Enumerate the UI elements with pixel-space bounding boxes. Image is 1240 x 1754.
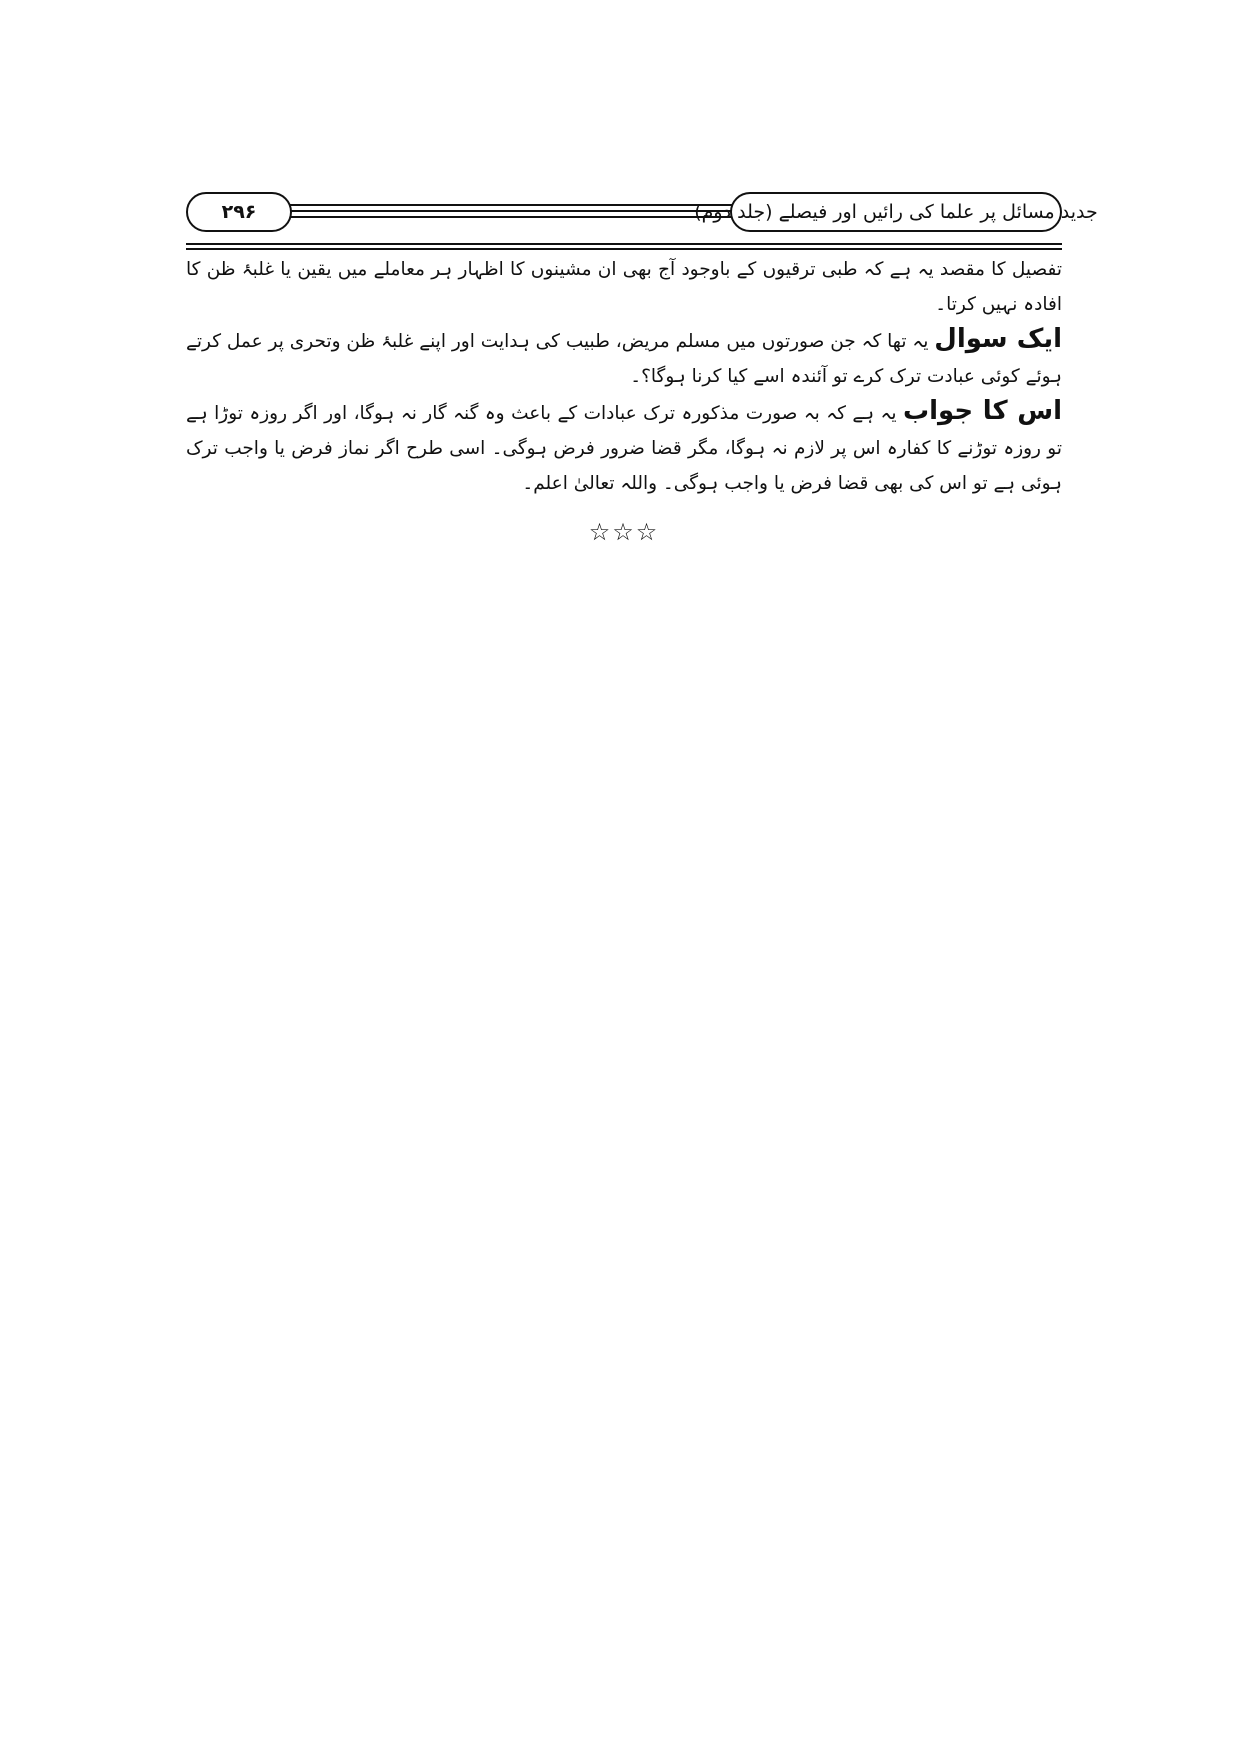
question-text: یہ تھا کہ جن صورتوں میں مسلم مریض، طبیب کی ہدایت اور اپنے غلبۂ ظن وتحری پر عمل کرتے ہوئے کوئی عبادت ترک کرے تو آئندہ اسے کیا کرنا ہوگا؟۔: [186, 331, 1062, 387]
header-bottom-rule: [186, 248, 1062, 250]
page-number: ۲۹۶: [186, 192, 292, 232]
paragraph-answer: [186, 394, 1062, 501]
paragraph-intro: تفصیل کا مقصد یہ ہے کہ طبی ترقیوں کے باوجود آج بھی ان مشینوں کا اظہار ہر معاملے میں یقین یا غلبۂ ظن کا افادہ نہیں کرتا۔: [186, 259, 1062, 315]
page-header: [186, 192, 1098, 250]
header-rule: [290, 216, 732, 218]
header-rule: [290, 204, 732, 206]
body-text: [186, 252, 1062, 550]
header-rule: [290, 210, 732, 212]
book-title: جدید مسائل پر علما کی رائیں اور فیصلے (جلد دوم): [730, 192, 1062, 232]
section-separator-stars: ☆☆☆: [588, 518, 660, 546]
answer-text: یہ ہے کہ بہ صورت مذکورہ ترک عبادات کے باعث وہ گنہ گار نہ ہوگا، اور اگر روزہ توڑا ہے تو روزہ توڑنے کا کفارہ اس پر لازم نہ ہوگا، مگر قضا ضرور فرض ہوگی۔ اسی طرح اگر نماز فرض یا واجب ترک ہوئی ہے تو اس کی بھی قضا فرض یا واجب ہوگی۔ واللہ تعالیٰ اعلم۔: [186, 403, 1062, 494]
header-bottom-rule: [186, 243, 1062, 245]
answer-lead: اس کا جواب: [902, 396, 1063, 426]
question-lead: ایک سوال: [934, 324, 1062, 354]
paragraph-question: [186, 322, 1062, 394]
